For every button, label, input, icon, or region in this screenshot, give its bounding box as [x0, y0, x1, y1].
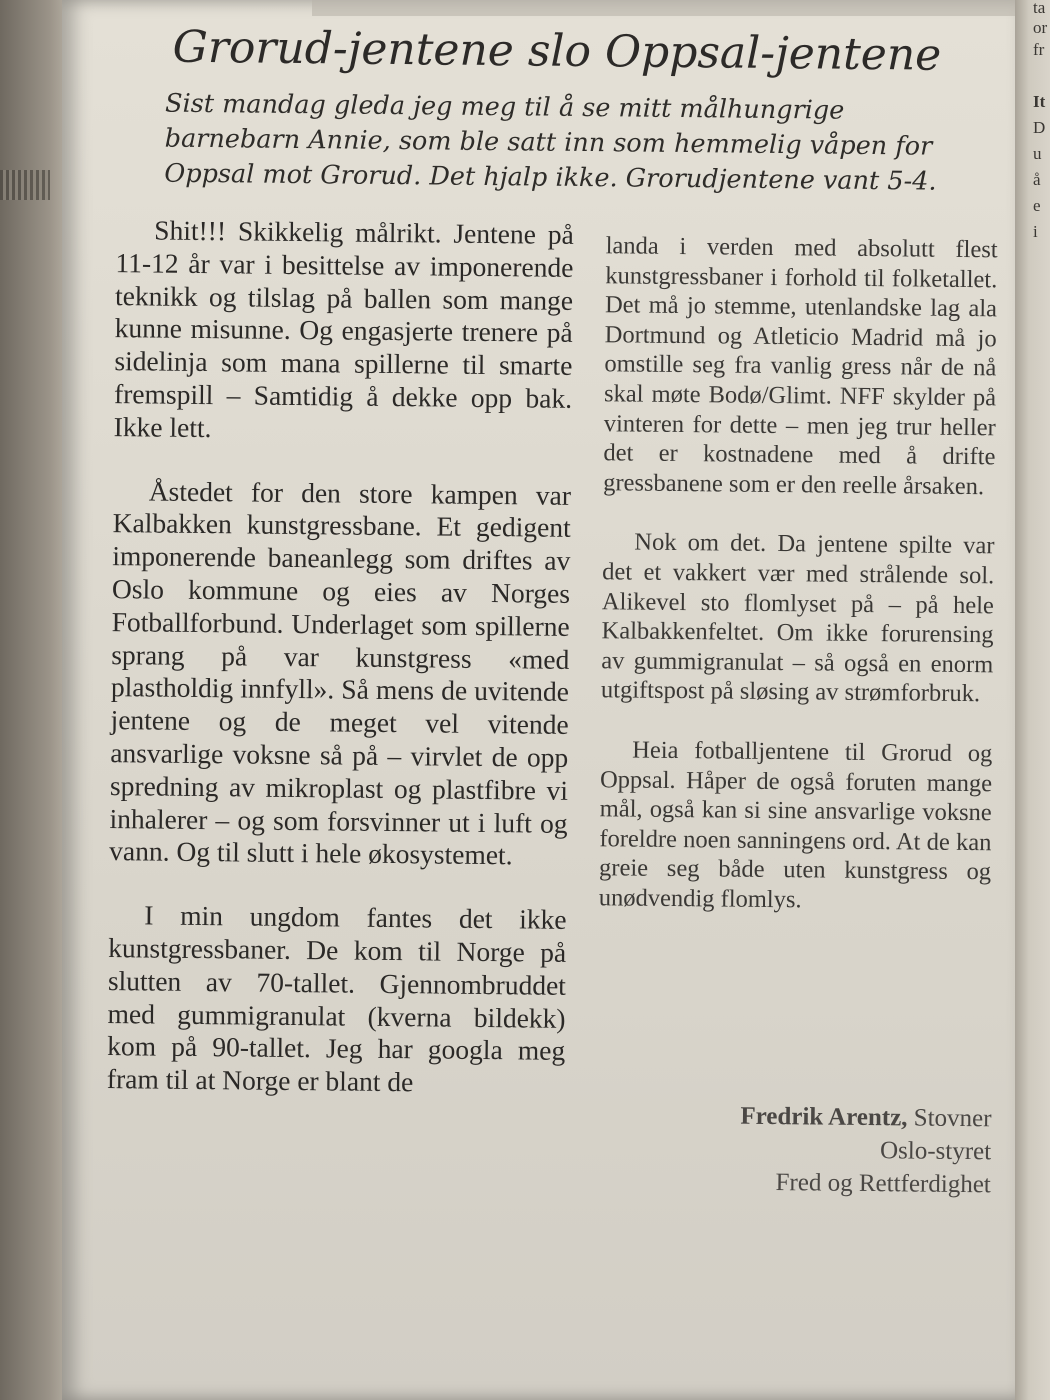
adjacent-fragment: ta — [1033, 0, 1046, 17]
paragraph: Åstedet for den store kampen var Kalbakken kunstgressbane. Et gedigent imponerende baneanlegg som driftes av Oslo kommune og eies av Norges Fotballforbund. Underlaget som spillerne sprang på var kunstgress «med plastholdig innfyll». Så mens de uvitende jentene og de meget vel vitende ansvarlige voksne så på – virvlet de opp spredning av mikroplast og plastfibre vi inhalerer – og som forsvinner ut i luft og vann. Og til slutt i hele økosystemet. — [109, 475, 572, 871]
adjacent-fragment: e — [1033, 196, 1041, 215]
paragraph: Heia fotballjentene til Grorud og Oppsal. Håper de også foruten mange mål, også kan si sine ansvarlige voksne foreldre noen sanningens ord. At de kan greie seg både uten kunstgress og unødvendig flomlys. — [598, 736, 993, 914]
adjacent-page — [1015, 0, 1050, 1400]
adjacent-fragment: å — [1033, 170, 1041, 189]
article-lead: Sist mandag gleda jeg meg til å se mitt målhungrige barnebarn Annie, som ble satt inn som hemmelig våpen for Oppsal mot Grorud. Det hjalp ikke. Grorudjentene vant 5-4. — [164, 88, 937, 197]
paragraph: I min ungdom fantes det ikke kunstgressbaner. De kom til Norge på slutten av 70-tallet. Gjennombruddet med gummigranulat (kverna bildekk) kom på 90-tallet. Jeg har googla meg fram til at Norge er blant de — [106, 899, 567, 1098]
author-signature — [651, 1099, 992, 1202]
signature-line-3: Fred og Rettferdighet — [775, 1169, 991, 1199]
author-name: Fredrik Arentz, — [740, 1102, 908, 1132]
adjacent-fragment: i — [1033, 222, 1038, 241]
article — [95, 18, 1013, 1267]
article-headline: Grorud-jentene slo Oppsal-jentene — [172, 21, 942, 81]
adjacent-fragment: u — [1033, 144, 1042, 163]
signature-line-2: Oslo-styret — [879, 1137, 992, 1166]
adjacent-fragment: fr — [1033, 40, 1045, 59]
page-top-strip — [312, 0, 1032, 16]
author-place: Stovner — [907, 1104, 992, 1133]
signature-line-1 — [651, 1099, 991, 1136]
fabric-weave — [0, 170, 50, 200]
paragraph: Nok om det. Da jentene spilte var det et vakkert vær med strålende sol. Alikevel sto flomlyset på – på hele Kalbakkenfeltet. Om ikke forurensing av gummigranulat – så også en enorm utgiftspost på sløsing av strømforbruk. — [600, 528, 995, 708]
adjacent-fragment: D — [1033, 118, 1046, 137]
adjacent-fragment: or — [1033, 18, 1048, 37]
adjacent-fragment: It — [1033, 92, 1046, 111]
left-column — [106, 214, 574, 1132]
right-column — [598, 231, 997, 947]
paragraph: landa i verden med absolutt flest kunstgressbaner i forhold til folketallet. Det må jo stemme, utenlandske lag ala Dortmund og Atleticio Madrid må jo omstille seg fra vanlig gress når de nå skal møte Bodø/Glimt. NFF skylder på vinteren for dette – men jeg trur heller det er kostnadene med å drifte gressbanene som er den reelle årsaken. — [603, 232, 998, 500]
background-fabric — [0, 0, 70, 1400]
paragraph: Shit!!! Skikkelig målrikt. Jentene på 11-12 år var i besittelse av imponerende teknikk og tilslag på ballen som mange kunne misunne. Og engasjerte trenere på sidelinja som mana spillerne til smarte fremspill – Samtidig å dekke opp bak. Ikke lett. — [113, 214, 574, 443]
